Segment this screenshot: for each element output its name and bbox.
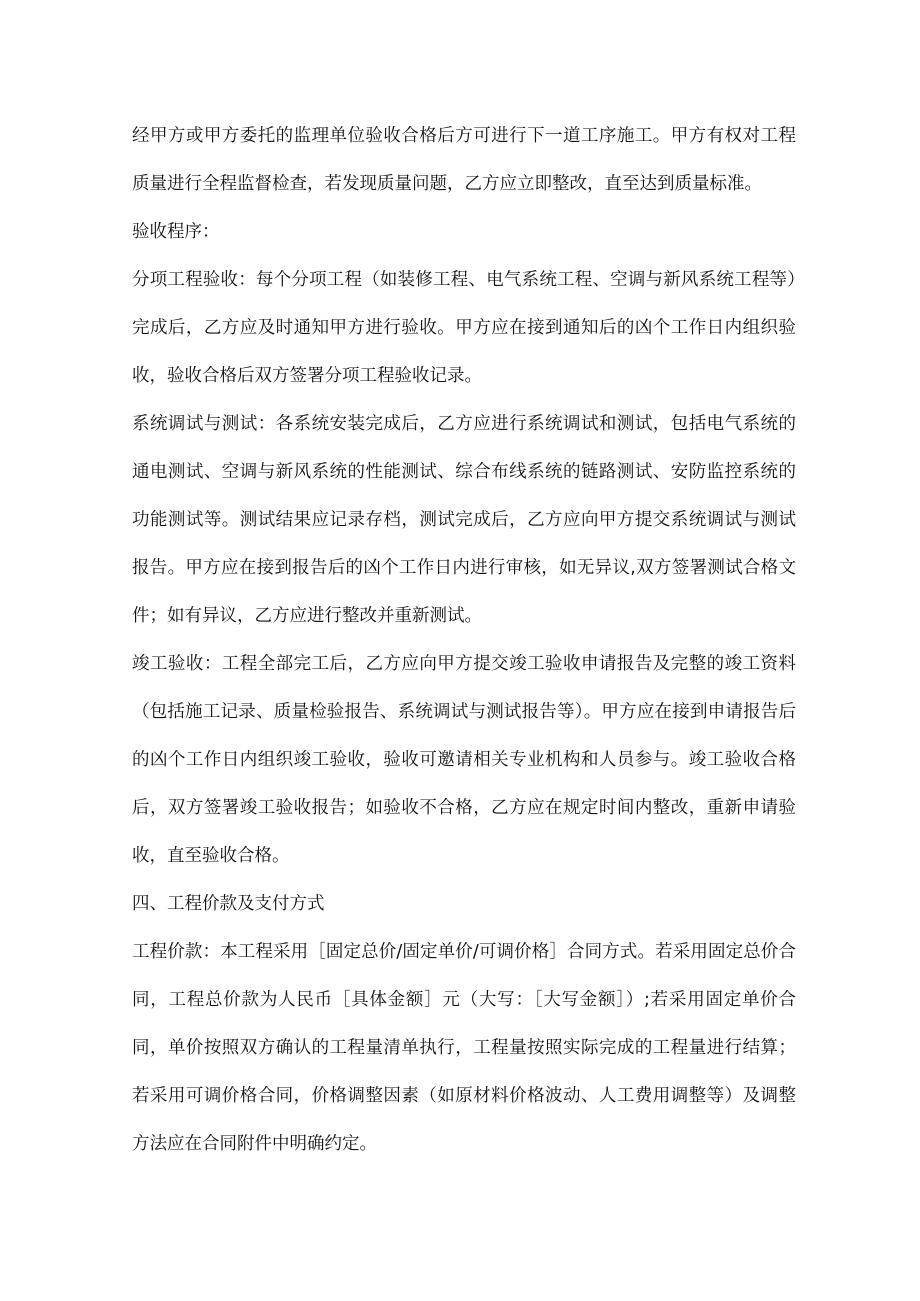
paragraph-completion-acceptance: 竣工验收：工程全部完工后，乙方应向甲方提交竣工验收申请报告及完整的竣工资料（包括施工记录、质量检验报告、系统调试与测试报告等）。甲方应在接到申请报告后的凶个工作日内组织竣工验收，验收可邀请相关专业机构和人员参与。竣工验收合格后，双方签署竣工验收报告；如验收不合格，乙方应在规定时间内整改，重新申请验收，直至验收合格。 (132, 654, 796, 866)
paragraph-system-testing: 系统调试与测试：各系统安装完成后，乙方应进行系统调试和测试，包括电气系统的通电测试、空调与新风系统的性能测试、综合布线系统的链路测试、安防监控系统的功能测试等。测试结果应记录存档，测试完成后，乙方应向甲方提交系统调试与测试报告。甲方应在接到报告后的凶个工作日内进行审核，如无异议,双方签署测试合格文件；如有异议，乙方应进行整改并重新测试。 (132, 414, 796, 626)
heading-section-four: 四、工程价款及支付方式 (132, 894, 325, 914)
paragraph-quality-supervision: 经甲方或甲方委托的监理单位验收合格后方可进行下一道工序施工。甲方有权对工程质量进行全程监督检查，若发现质量问题，乙方应立即整改，直至达到质量标准。 (132, 126, 796, 194)
document-body (132, 112, 796, 1168)
paragraph-project-price: 工程价款：本工程采用［固定总价/固定单价/可调价格］合同方式。若采用固定总价合同，工程总价款为人民币［具体金额］元（大写：［大写金额］）;若采用固定单价合同，单价按照双方确认的工程量清单执行，工程量按照实际完成的工程量进行结算；若采用可调价格合同，价格调整因素（如原材料价格波动、人工费用调整等）及调整方法应在合同附件中明确约定。 (132, 942, 796, 1154)
paragraph-subitem-acceptance: 分项工程验收：每个分项工程（如装修工程、电气系统工程、空调与新风系统工程等）完成后，乙方应及时通知甲方进行验收。甲方应在接到通知后的凶个工作日内组织验收，验收合格后双方签署分项工程验收记录。 (132, 270, 796, 386)
heading-acceptance-procedure: 验收程序： (132, 222, 220, 242)
